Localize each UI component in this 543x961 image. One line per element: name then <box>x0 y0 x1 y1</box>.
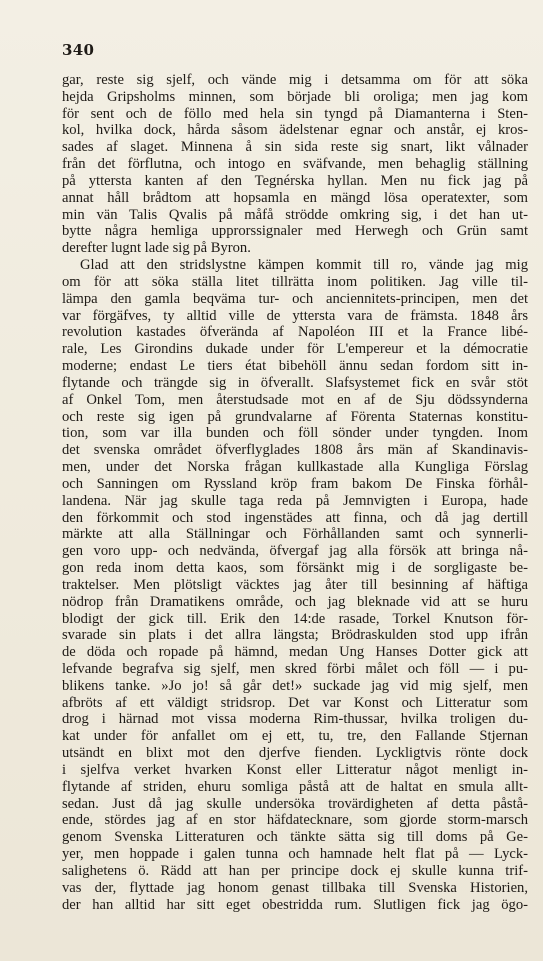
text-line: drog i härnad mot vissa moderna Rim-thussar, hvilka troligen du- <box>62 711 528 728</box>
page-number: 340 <box>62 41 95 59</box>
text-line: traktelser. Men plötsligt väcktes jag åter till besinning af häftiga <box>62 576 528 593</box>
text-line: flytande af striden, ehuru somliga påstå att de haltat en smula allt- <box>62 778 528 795</box>
text-line: gon reda inom detta kaos, som försänkt mig i de sorgligaste be- <box>62 560 528 577</box>
text-line: kol, hvilka dock, hårda såsom ädelstenar egnar och anstår, ej kros- <box>62 122 528 139</box>
text-line: genom Svenska Litteraturen och tänkte sätta sig till doms på Ge- <box>62 829 528 846</box>
text-line: rale, Les Girondins dukade under för L'empereur et la démocratie <box>62 341 528 358</box>
text-line: var förgäfves, ty alltid ville de yttersta vara de främsta. 1848 års <box>62 307 528 324</box>
text-line: blikens tanke. »Jo jo! så går det!» suckade jag vid mig sjelf, men <box>62 677 528 694</box>
text-line: der han alltid har sitt eget obestridda rum. Slutligen fick jag ögo- <box>62 896 528 913</box>
text-line: märkte att alla Ställningar och Förhållanden samt och synnerli- <box>62 526 528 543</box>
text-line: lämpa den gamla beqväma tur- och anciennitets-principen, men det <box>62 290 528 307</box>
text-line: moderne; endast Le tiers état bibehöll ännu sedan fordom sitt in- <box>62 358 528 375</box>
text-line: de döda och ropade på hämnd, medan Ung Hanses Dotter gick att <box>62 644 528 661</box>
text-line: gar, reste sig sjelf, och vände mig i detsamma om för att söka <box>62 72 528 88</box>
text-line: gen voro upp- och nedvända, öfvergaf jag alla försök att bringa nå- <box>62 543 528 560</box>
text-line: bytte några hemliga upprorssignaler med Herwegh och Grün samt <box>62 223 528 240</box>
text-line: derefter lugnt lade sig på Byron. <box>62 240 251 257</box>
page-body-text <box>62 72 528 914</box>
text-line: min vän Talis Qvalis på måfå strödde omkring sig, i det han ut- <box>62 206 528 223</box>
text-line: och Sanningen om Ryssland kröp fram bakom De Finska förhål- <box>62 475 528 492</box>
text-line: Glad att den stridslystne kämpen kommit till ro, vände jag mig <box>80 257 528 274</box>
text-line: flytande och trängde sig in öfverallt. Slafsystemet fick en svår stöt <box>62 374 528 391</box>
text-line: men, under det Norska frågan kullkastade alla Kungliga Förslag <box>62 459 528 476</box>
text-line: nödrop från Dramatikens område, och jag bleknade vid att se huru <box>62 593 528 610</box>
text-line: afbröts af ett väldigt stridsrop. Det var Konst och Litteratur som <box>62 694 528 711</box>
text-line: om för att söka ställa litet tillrätta inom politiken. Jag ville til- <box>62 273 528 290</box>
text-line: sedan. Just då jag skulle undersöka trovärdigheten af detta påstå- <box>62 795 528 812</box>
text-line: den förkommit och stod ingenstädes att finna, och då jag dertill <box>62 509 528 526</box>
text-line: ende, stördes jag af en stor häfdatecknare, som gjorde storm-marsch <box>62 812 528 829</box>
text-line: yer, men hoppade i galen tunna och hamnade helt flat på — Lyck- <box>62 846 528 863</box>
text-line: från det förflutna, och intogo en sväfvande, men behaglig ställning <box>62 156 528 173</box>
text-line: för sent och de föllo med hela sin tyngd på Diamanterna i Sten- <box>62 105 528 122</box>
text-line: blodigt der gick till. Erik den 14:de rasade, Torkel Knutson för- <box>62 610 528 627</box>
text-line: sades af slaget. Minnena å sin sida reste sig snart, likt vålnader <box>62 139 528 156</box>
text-line: landena. När jag skulle taga reda på Jemnvigten i Europa, hade <box>62 492 528 509</box>
text-line: salighetens ö. Rädd att han per principe dock ej skulle kunna trif- <box>62 862 528 879</box>
text-line: på yttersta kanten af den Tegnérska hyllan. Men nu fick jag på <box>62 172 528 189</box>
text-line: kat under för anfallet om ej ett, tu, tre, den Fallande Stjernan <box>62 728 528 745</box>
text-line: utsändt en blixt mot den djerfve fienden. Lyckligtvis rönte dock <box>62 745 528 762</box>
text-line: annat håll brådtom att hopsamla en mängd lösa operatexter, som <box>62 189 528 206</box>
text-line: hejda Gripsholms minnen, som började bli oroliga; men jag kom <box>62 88 528 105</box>
text-line: i sjelfva verket hvarken Konst eller Litteratur något menligt in- <box>62 761 528 778</box>
text-line: af Onkel Tom, men återstudsade mot en af de Sju dödssynderna <box>62 391 528 408</box>
text-line: det svenska området öfverflyglades 1808 års män af Skandinavis- <box>62 442 528 459</box>
text-line: svarade sin plats i det allra längsta; Brödraskulden stod upp ifrån <box>62 627 528 644</box>
text-line: vas der, flyttade jag honom genast tillbaka till Svenska Historien, <box>62 879 528 896</box>
text-line: revolution kastades öfverända af Napoléon III et la France libé- <box>62 324 528 341</box>
text-line: lefvande begrafva sig sjelf, men skred förbi målet och föll — i pu- <box>62 660 528 677</box>
text-line: tion, som var illa bunden och föll sönder under tyngden. Inom <box>62 425 528 442</box>
text-line: och reste sig igen på grundvalarne af Förenta Staternas konstitu- <box>62 408 528 425</box>
